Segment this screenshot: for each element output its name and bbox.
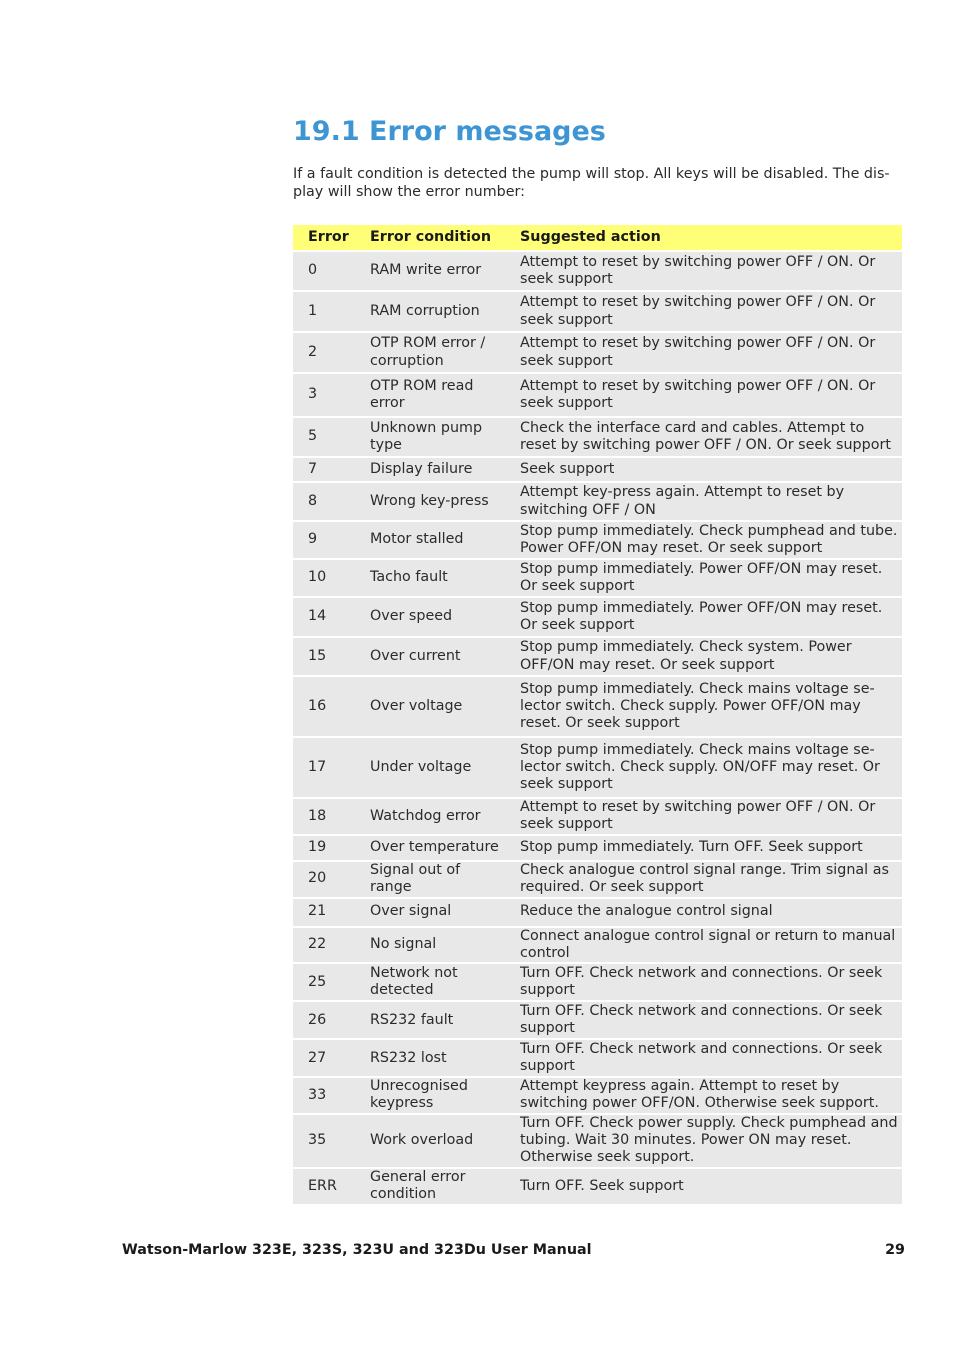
table-row bbox=[293, 373, 902, 417]
suggested-action-cell: Stop pump immediately. Check mains voltage se-lector switch. Check supply. ON/OFF may reset. Or seek support bbox=[505, 737, 902, 798]
table-row bbox=[293, 1077, 902, 1114]
suggested-action-cell: Attempt to reset by switching power OFF / ON. Or seek support bbox=[505, 798, 902, 835]
suggested-action-cell: Attempt to reset by switching power OFF / ON. Or seek support bbox=[505, 291, 902, 332]
error-code-cell: 1 bbox=[293, 291, 355, 332]
error-condition-cell: RS232 lost bbox=[355, 1039, 505, 1077]
error-code-cell: 18 bbox=[293, 798, 355, 835]
error-condition-cell: RS232 fault bbox=[355, 1001, 505, 1039]
intro-paragraph: If a fault condition is detected the pump will stop. All keys will be disabled. The dis-play will show the error number: bbox=[293, 166, 890, 200]
error-code-cell: 0 bbox=[293, 251, 355, 291]
table-row bbox=[293, 676, 902, 737]
table-row bbox=[293, 521, 902, 559]
error-condition-cell: Network not detected bbox=[355, 963, 505, 1001]
table-body bbox=[293, 251, 902, 1204]
error-condition-cell: Wrong key-press bbox=[355, 482, 505, 521]
table-row bbox=[293, 1001, 902, 1039]
error-code-cell: 35 bbox=[293, 1114, 355, 1168]
error-condition-cell: Over signal bbox=[355, 898, 505, 927]
error-condition-cell: Over speed bbox=[355, 597, 505, 637]
table-row bbox=[293, 1039, 902, 1077]
error-code-cell: 10 bbox=[293, 559, 355, 597]
suggested-action-cell: Attempt to reset by switching power OFF / ON. Or seek support bbox=[505, 332, 902, 373]
error-condition-cell: Unknown pump type bbox=[355, 417, 505, 457]
table-row bbox=[293, 1114, 902, 1168]
suggested-action-cell: Stop pump immediately. Power OFF/ON may reset. Or seek support bbox=[505, 597, 902, 637]
suggested-action-cell: Turn OFF. Check power supply. Check pumphead and tubing. Wait 30 minutes. Power ON may reset. Otherwise seek support. bbox=[505, 1114, 902, 1168]
table-row bbox=[293, 291, 902, 332]
error-condition-cell: Display failure bbox=[355, 457, 505, 482]
table-row bbox=[293, 332, 902, 373]
error-code-cell: 27 bbox=[293, 1039, 355, 1077]
error-condition-cell: Motor stalled bbox=[355, 521, 505, 559]
suggested-action-cell: Check the interface card and cables. Attempt to reset by switching power OFF / ON. Or seek support bbox=[505, 417, 902, 457]
error-code-cell: ERR bbox=[293, 1168, 355, 1204]
table-row bbox=[293, 835, 902, 861]
suggested-action-cell: Seek support bbox=[505, 457, 902, 482]
suggested-action-cell: Stop pump immediately. Check system. Power OFF/ON may reset. Or seek support bbox=[505, 637, 902, 676]
error-condition-cell: OTP ROM read error bbox=[355, 373, 505, 417]
error-condition-cell: No signal bbox=[355, 927, 505, 964]
suggested-action-cell: Check analogue control signal range. Trim signal as required. Or seek support bbox=[505, 861, 902, 898]
suggested-action-cell: Turn OFF. Check network and connections. Or seek support bbox=[505, 963, 902, 1001]
header-condition: Error condition bbox=[355, 225, 505, 251]
section-title: 19.1 Error messages bbox=[293, 116, 606, 147]
page-footer bbox=[122, 1242, 905, 1258]
suggested-action-cell: Stop pump immediately. Check pumphead and tube. Power OFF/ON may reset. Or seek support bbox=[505, 521, 902, 559]
error-table bbox=[293, 225, 902, 1204]
table-row bbox=[293, 861, 902, 898]
error-code-cell: 9 bbox=[293, 521, 355, 559]
error-condition-cell: Signal out of range bbox=[355, 861, 505, 898]
table-row bbox=[293, 251, 902, 291]
table-row bbox=[293, 963, 902, 1001]
error-condition-cell: Unrecognised keypress bbox=[355, 1077, 505, 1114]
header-error: Error bbox=[293, 225, 355, 251]
suggested-action-cell: Turn OFF. Check network and connections. Or seek support bbox=[505, 1039, 902, 1077]
suggested-action-cell: Connect analogue control signal or return to manual control bbox=[505, 927, 902, 964]
suggested-action-cell: Attempt key-press again. Attempt to reset by switching OFF / ON bbox=[505, 482, 902, 521]
error-condition-cell: Over voltage bbox=[355, 676, 505, 737]
suggested-action-cell: Reduce the analogue control signal bbox=[505, 898, 902, 927]
error-condition-cell: Watchdog error bbox=[355, 798, 505, 835]
table-row bbox=[293, 597, 902, 637]
error-condition-cell: Over current bbox=[355, 637, 505, 676]
error-condition-cell: Under voltage bbox=[355, 737, 505, 798]
error-code-cell: 20 bbox=[293, 861, 355, 898]
error-code-cell: 8 bbox=[293, 482, 355, 521]
error-code-cell: 16 bbox=[293, 676, 355, 737]
manual-title: Watson-Marlow 323E, 323S, 323U and 323Du User Manual bbox=[122, 1242, 592, 1258]
error-condition-cell: RAM write error bbox=[355, 251, 505, 291]
suggested-action-cell: Turn OFF. Seek support bbox=[505, 1168, 902, 1204]
error-condition-cell: OTP ROM error / corruption bbox=[355, 332, 505, 373]
error-condition-cell: Over temperature bbox=[355, 835, 505, 861]
suggested-action-cell: Stop pump immediately. Power OFF/ON may reset. Or seek support bbox=[505, 559, 902, 597]
suggested-action-cell: Attempt keypress again. Attempt to reset by switching power OFF/ON. Otherwise seek support. bbox=[505, 1077, 902, 1114]
error-code-cell: 33 bbox=[293, 1077, 355, 1114]
table-row bbox=[293, 798, 902, 835]
suggested-action-cell: Stop pump immediately. Check mains voltage se-lector switch. Check supply. Power OFF/ON may reset. Or seek support bbox=[505, 676, 902, 737]
error-condition-cell: Work overload bbox=[355, 1114, 505, 1168]
error-code-cell: 26 bbox=[293, 1001, 355, 1039]
error-code-cell: 15 bbox=[293, 637, 355, 676]
table-row bbox=[293, 482, 902, 521]
error-code-cell: 5 bbox=[293, 417, 355, 457]
suggested-action-cell: Attempt to reset by switching power OFF / ON. Or seek support bbox=[505, 251, 902, 291]
table-row bbox=[293, 637, 902, 676]
table-row bbox=[293, 898, 902, 927]
page-number: 29 bbox=[885, 1242, 905, 1258]
error-code-cell: 17 bbox=[293, 737, 355, 798]
error-condition-cell: General error condition bbox=[355, 1168, 505, 1204]
table-row bbox=[293, 1168, 902, 1204]
error-code-cell: 2 bbox=[293, 332, 355, 373]
table-row bbox=[293, 737, 902, 798]
table-row bbox=[293, 559, 902, 597]
table-header-row bbox=[293, 225, 902, 251]
suggested-action-cell: Attempt to reset by switching power OFF / ON. Or seek support bbox=[505, 373, 902, 417]
error-code-cell: 21 bbox=[293, 898, 355, 927]
error-code-cell: 19 bbox=[293, 835, 355, 861]
suggested-action-cell: Stop pump immediately. Turn OFF. Seek support bbox=[505, 835, 902, 861]
error-code-cell: 3 bbox=[293, 373, 355, 417]
error-condition-cell: RAM corruption bbox=[355, 291, 505, 332]
table-row bbox=[293, 927, 902, 964]
error-code-cell: 7 bbox=[293, 457, 355, 482]
table-row bbox=[293, 457, 902, 482]
error-code-cell: 25 bbox=[293, 963, 355, 1001]
header-action: Suggested action bbox=[505, 225, 902, 251]
table-row bbox=[293, 417, 902, 457]
suggested-action-cell: Turn OFF. Check network and connections. Or seek support bbox=[505, 1001, 902, 1039]
error-code-cell: 22 bbox=[293, 927, 355, 964]
error-condition-cell: Tacho fault bbox=[355, 559, 505, 597]
error-code-cell: 14 bbox=[293, 597, 355, 637]
